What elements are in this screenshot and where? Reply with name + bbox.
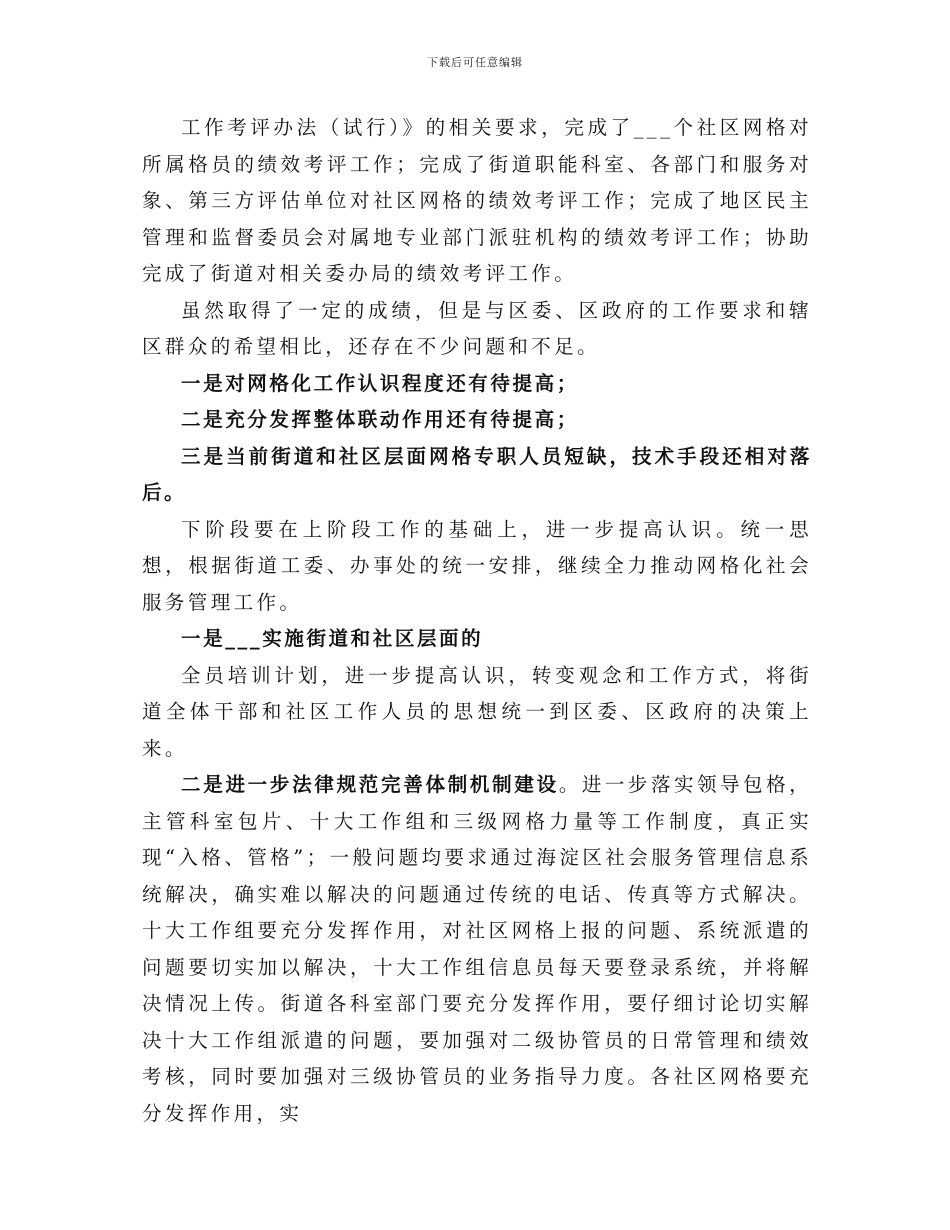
- plan-item-2-lead: 二是进一步法律规范完善体制机制建设: [181, 773, 559, 796]
- problem-item-1: 一是对网格化工作认识程度还有待提高；: [181, 371, 579, 395]
- page-header: 下载后可任意编辑: [427, 56, 523, 69]
- problem-item-2: 二是充分发挥整体联动作用还有待提高；: [181, 408, 579, 431]
- plan-item-1-body: 全员培训计划，进一步提高认识，转变观念和工作方式，将街道全体干部和社区工作人员的思想统一到区委、区政府的决策上来。: [142, 663, 812, 760]
- paragraph-next-stage: 下阶段要在上阶段工作的基础上，进一步提高认识。统一思想，根据街道工委、办事处的统一安排，继续全力推动网格化社会服务管理工作。: [142, 517, 812, 614]
- problem-item-3: 三是当前街道和社区层面网格专职人员短缺，技术手段还相对落后。: [142, 444, 812, 504]
- paragraph-assessment-results: 工作考评办法（试行）》的相关要求，完成了___个社区网格对所属格员的绩效考评工作；完成了街道职能科室、各部门和服务对象、第三方评估单位对社区网格的绩效考评工作；完成了地区民主管理和监督委员会对属地专业部门派驻机构的绩效考评工作；协助完成了街道对相关委办局的绩效考评工作。: [142, 116, 812, 285]
- plan-item-2: [142, 767, 812, 1132]
- document-body: [142, 110, 812, 1132]
- paragraph-problems-intro: 虽然取得了一定的成绩，但是与区委、区政府的工作要求和辖区群众的希望相比，还存在不少问题和不足。: [142, 298, 812, 358]
- plan-item-1-heading: 一是___实施街道和社区层面的: [181, 627, 484, 650]
- plan-item-2-body: 。进一步落实领导包格，主管科室包片、十大工作组和三级网格力量等工作制度，真正实现“入格、管格”；一般问题均要求通过海淀区社会服务管理信息系统解决，确实难以解决的问题通过传统的电话、传真等方式解决。十大工作组要充分发挥作用，对社区网格上报的问题、系统派遣的问题要切实加以解决，十大工作组信息员每天要登录系统，并将解决情况上传。街道各科室部门要充分发挥作用，要仔细讨论切实解决十大工作组派遣的问题，要加强对二级协管员的日常管理和绩效考核，同时要加强对三级协管员的业务指导力度。各社区网格要充分发挥作用，实: [142, 773, 812, 1125]
